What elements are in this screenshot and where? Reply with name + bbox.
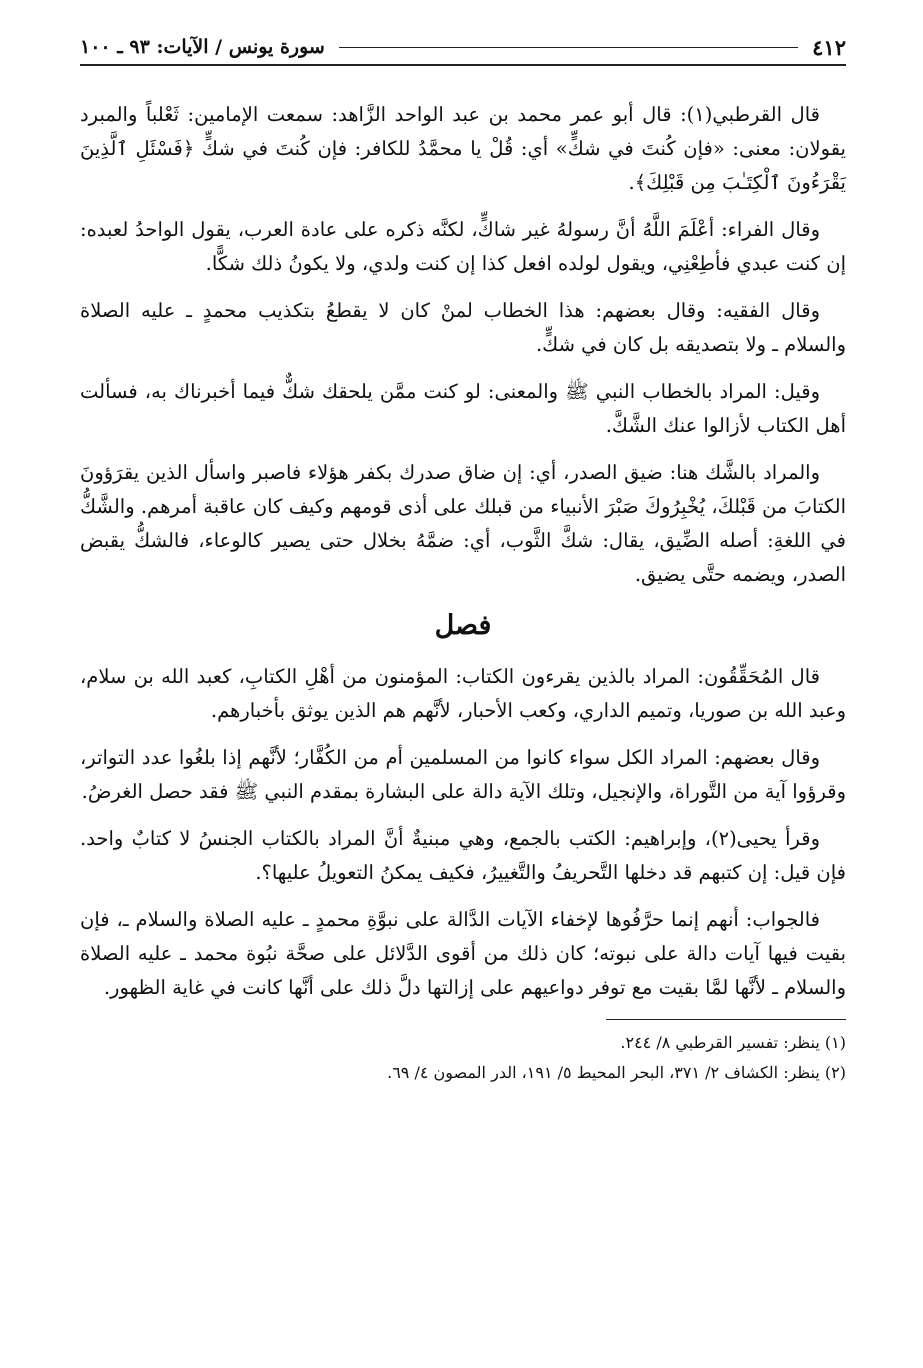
header-divider [80, 64, 846, 66]
paragraph: وقال بعضهم: المراد الكل سواء كانوا من المسلمين أم من الكُفَّار؛ لأنَّهم إذا بلغُوا عدد التواتر، وقرؤوا آية من التَّوراة، والإنجيل، وتلك الآية دالة على البشارة بمقدم النبي ﷺ فقد حصل الغرضُ. [80, 746, 846, 803]
paragraph: فالجواب: أنهم إنما حرَّفُوها لإخفاء الآيات الدَّالة على نبوَّةِ محمدٍ ـ عليه الصلاة والسلام ـ، فإن بقيت فيها آيات دالة على نبوته؛ كان ذلك من أقوى الدَّلائل على صحَّة نبُوة محمد ـ عليه الصلاة والسلام ـ لأنَّها لمَّا بقيت مع توفر دواعيهم على إزالتها دلَّ ذلك على أنَّها كانت في غاية الظهور. [80, 908, 846, 999]
header-rule [339, 47, 798, 48]
paragraph: قال القرطبي(١): قال أبو عمر محمد بن عبد الواحد الزَّاهد: سمعت الإمامين: ثَعْلباً والمبرد يقولان: معنى: «فإن كُنتَ في شكٍّ» أي: قُلْ يا محمَّدُ للكافر: فإن كُنتَ في شكٍّ ﴿فَسْئَلِ ٱلَّذِينَ يَقْرَءُونَ ٱلْكِتَـٰبَ مِن قَبْلِكَ﴾. [80, 103, 846, 194]
page [80, 30, 846, 1088]
running-header [80, 30, 846, 64]
paragraph: وقرأ يحيى(٢)، وإبراهيم: الكتب بالجمع، وهي مبنيةٌ أنَّ المراد بالكتاب الجنسُ لا كتابٌ واحد. فإن قيل: إن كتبهم قد دخلها التَّحريفُ والتَّغييرُ، فكيف يمكنُ التعويلُ عليها؟. [80, 827, 846, 884]
page-number: ٤١٢ [812, 34, 846, 60]
main-text [80, 98, 846, 1005]
paragraph: وقال الفراء: أعْلَمَ اللَّهُ أنَّ رسولهُ غير شاكٍّ، لكنَّه ذكره على عادة العرب، يقول الواحدُ لعبده: إن كنت عبدي فأطِعْنِي، ويقول لولده افعل كذا إن كنت ولدي، ولا يكونُ ذلك شكًّا. [80, 218, 846, 275]
footnote-divider [606, 1019, 846, 1020]
running-title: سورة يونس / الآيات: ٩٣ ـ ١٠٠ [80, 36, 325, 58]
section-heading: فصل [434, 610, 492, 641]
paragraph: وقال الفقيه: وقال بعضهم: هذا الخطاب لمنْ كان لا يقطعُ بتكذيب محمدٍ ـ عليه الصلاة والسلام ـ ولا بتصديقه بل كان في شكٍّ. [80, 299, 846, 356]
footnote: (١) ينظر: تفسير القرطبي ٨/ ٢٤٤. [620, 1033, 846, 1052]
paragraph: والمراد بالشَّك هنا: ضيق الصدر، أي: إن ضاق صدرك بكفر هؤلاء فاصبر واسأل الذين يقرَؤونَ الكتابَ من قَبْلكَ، يُخْبِرُوكَ صَبْرَ الأنبياء من قبلك على أذى قومهم وكيف كان عاقبة أمرهم. والشَّكُّ في اللغةِ: أصله الضِّيق، يقال: شكَّ الثَّوب، أي: ضمَّهُ بخلال حتى يصير كالوعاء، فالشكُّ يقبض الصدر، ويضمه حتَّى يضيق. [80, 461, 846, 586]
paragraph: قال المُحَقِّقُون: المراد بالذين يقرءون الكتاب: المؤمنون من أهْلِ الكتابِ، كعبد الله بن سلام، وعبد الله بن صوريا، وتميم الداري، وكعب الأحبار، لأنَّهم هم الذين يوثق بأخبارهم. [80, 665, 846, 722]
footnote: (٢) ينظر: الكشاف ٢/ ٣٧١، البحر المحيط ٥/ ١٩١، الدر المصون ٤/ ٦٩. [387, 1063, 846, 1082]
paragraph: وقيل: المراد بالخطاب النبي ﷺ والمعنى: لو كنت ممَّن يلحقك شكٌّ فيما أخبرناك به، فسألت أهل الكتاب لأزالوا عنك الشَّكَّ. [80, 380, 846, 437]
